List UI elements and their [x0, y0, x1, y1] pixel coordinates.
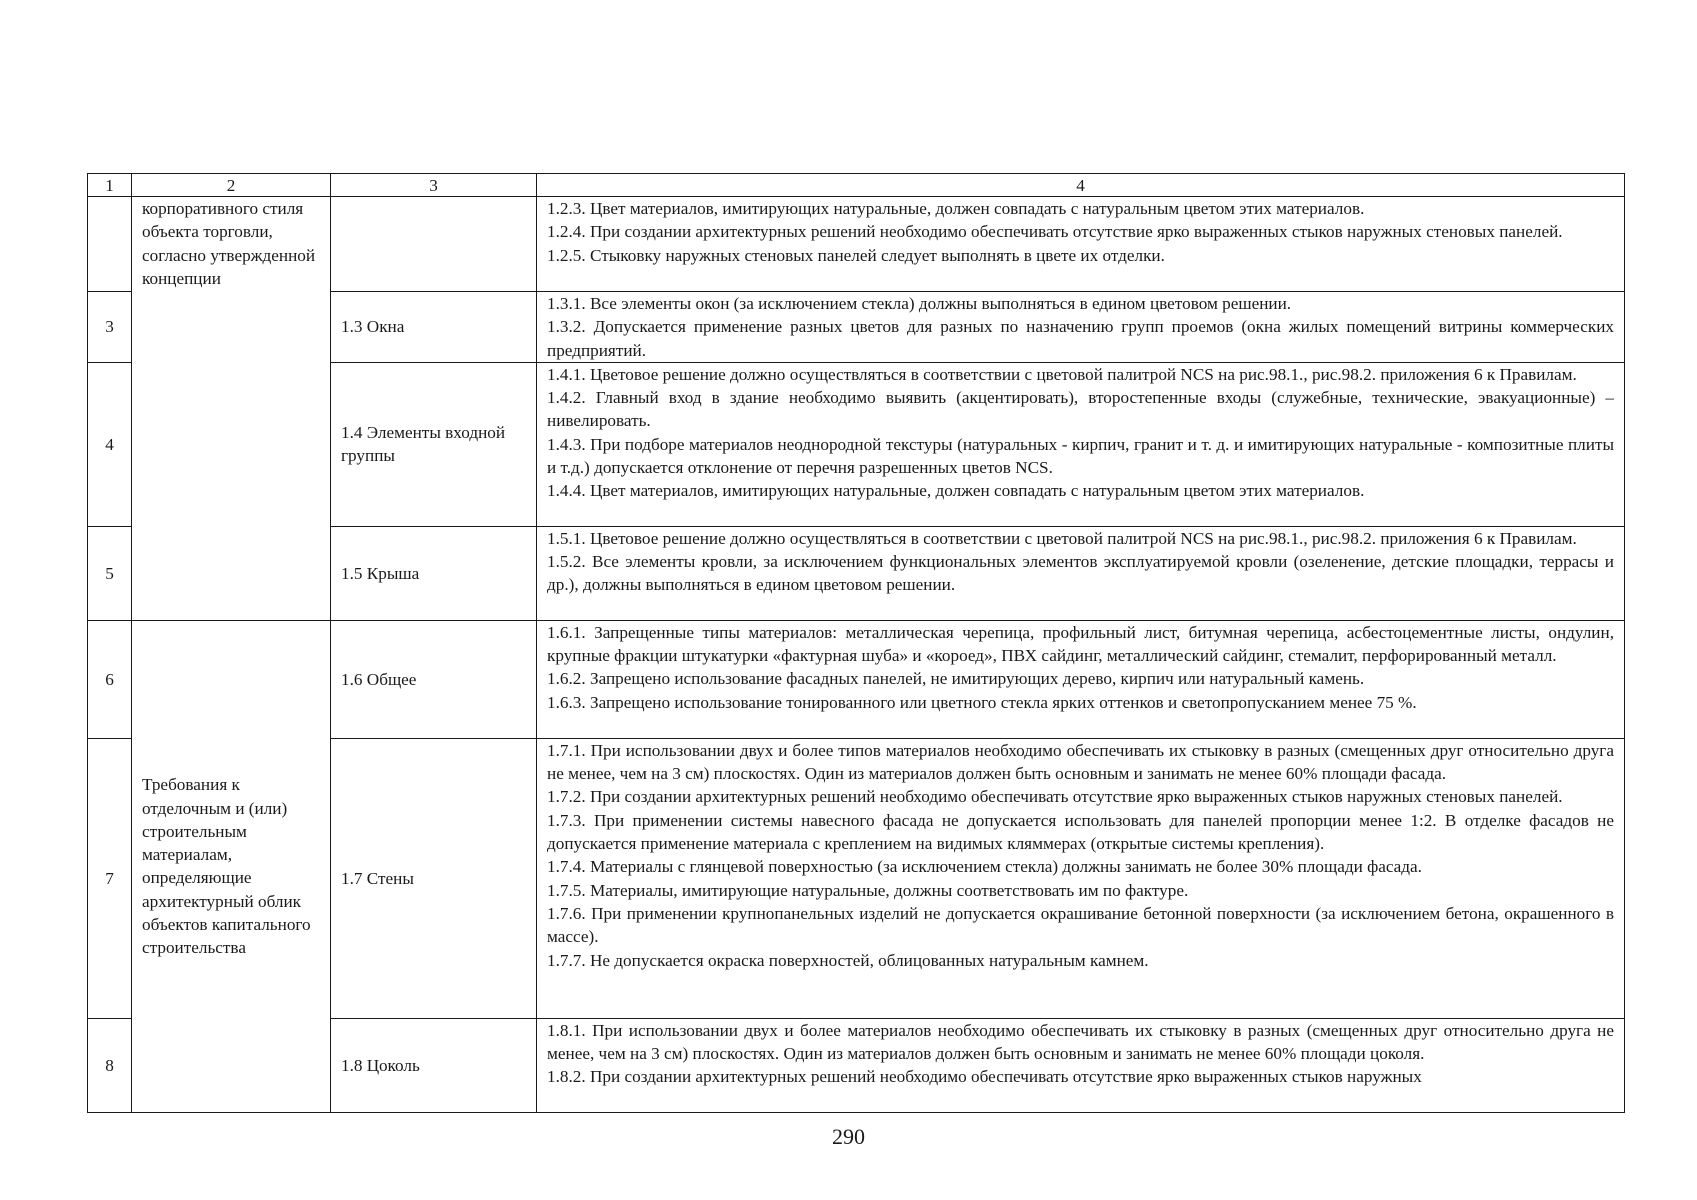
header-cell-4: 4 — [537, 174, 1625, 197]
requirement-item: 1.4.1. Цветовое решение должно осуществляться в соответствии с цветовой палитрой NCS на рис.98.1., рис.98.2. приложения 6 к Правилам. — [547, 364, 1577, 384]
section-cell-corporate-style — [132, 197, 331, 621]
requirement-item: 1.4.4. Цвет материалов, имитирующих натуральные, должен совпадать с натуральным цветом этих материалов. — [547, 481, 1365, 501]
row-number: 3 — [88, 292, 132, 363]
requirement-item: 1.7.5. Материалы, имитирующие натуральные, должны соответствовать им по фактуре. — [547, 880, 1189, 900]
section-cell-materials — [132, 620, 331, 1112]
element-cell: 1.6 Общее — [331, 620, 537, 738]
requirements-cell — [537, 738, 1625, 1018]
requirement-item: 1.7.7. Не допускается окраска поверхностей, облицованных натуральным камнем. — [547, 950, 1149, 970]
requirements-cell — [537, 362, 1625, 526]
row-number: 5 — [88, 526, 132, 620]
requirement-item: 1.3.1. Все элементы окон (за исключением стекла) должны выполняться в едином цветовом решении. — [547, 294, 1292, 313]
requirement-item: 1.7.4. Материалы с глянцевой поверхностью (за исключением стекла) должны занимать не более 30% площади фасада. — [547, 857, 1422, 877]
row-number: 4 — [88, 362, 132, 526]
requirement-item: 1.8.1. При использовании двух и более материалов необходимо обеспечивать их стыковку в разных (смещенных друг относительно друга не менее, чем на 3 см) плоскостях. Один из материалов должен быть основным и занимать не менее 60% площади цоколя. — [547, 1020, 1614, 1064]
requirements-cell — [537, 526, 1625, 620]
requirements-cell — [537, 292, 1625, 363]
row-number — [88, 197, 132, 292]
element-cell — [331, 197, 537, 292]
requirement-item: 1.6.2. Запрещено использование фасадных панелей, не имитирующих дерево, кирпич или натуральный камень. — [547, 669, 1365, 689]
page-number: 290 — [832, 1124, 865, 1149]
requirements-table — [87, 173, 1625, 1113]
requirements-cell — [537, 620, 1625, 738]
table-row — [88, 620, 1625, 738]
section-title: Требования к отделочным и (или) строительным материалам, определяющие архитектурный облик объектов капитального строительства — [142, 775, 311, 958]
requirement-item: 1.5.2. Все элементы кровли, за исключением функциональных элементов эксплуатируемой кровли (озеленение, детские площадки, террасы и др.), должны выполняться в едином цветовом решении. — [547, 552, 1614, 595]
header-cell-2: 2 — [132, 174, 331, 197]
requirement-item: 1.7.2. При создании архитектурных решений необходимо обеспечивать отсутствие ярко выраженных стыков наружных стеновых панелей. — [547, 787, 1563, 807]
requirement-item: 1.6.1. Запрещенные типы материалов: металлическая черепица, профильный лист, битумная черепица, асбестоцементные листы, ондулин, крупные фракции штукатурки «фактурная шуба» и «короед», ПВХ сайдинг, металлический сайдинг, стемалит, перфорированный металл. — [547, 622, 1614, 666]
requirement-item: 1.2.3. Цвет материалов, имитирующих натуральные, должен совпадать с натуральным цветом этих материалов. — [547, 199, 1365, 218]
element-cell: 1.7 Стены — [331, 738, 537, 1018]
requirement-item: 1.3.2. Допускается применение разных цветов для разных по назначению групп проемов (окна жилых помещений витрины коммерческих предприятий. — [547, 317, 1614, 360]
requirement-item: 1.4.3. При подборе материалов неоднородной текстуры (натуральных - кирпич, гранит и т. д. и имитирующих натуральные - композитные плиты и т.д.) допускается отклонение от перечня разрешенных цветов NCS. — [547, 434, 1614, 478]
header-cell-1: 1 — [88, 174, 132, 197]
section-title: корпоративного стиля объекта торговли, согласно утвержденной концепции — [142, 199, 316, 288]
element-cell: 1.5 Крыша — [331, 526, 537, 620]
requirement-item: 1.7.1. При использовании двух и более типов материалов необходимо обеспечивать их стыковку в разных (смещенных друг относительно друга не менее, чем на 3 см) плоскостях. Один из материалов должен быть основным и занимать не менее 60% площади фасада. — [547, 740, 1614, 784]
header-row — [88, 174, 1625, 197]
requirement-item: 1.6.3. Запрещено использование тонированного или цветного стекла ярких оттенков и светопропусканием менее 75 %. — [547, 692, 1417, 712]
row-number: 7 — [88, 738, 132, 1018]
requirements-cell — [537, 197, 1625, 292]
requirement-item: 1.2.4. При создании архитектурных решений необходимо обеспечивать отсутствие ярко выраженных стыков наружных стеновых панелей. — [547, 222, 1563, 242]
requirement-item: 1.2.5. Стыковку наружных стеновых панелей следует выполнять в цвете их отделки. — [547, 245, 1165, 265]
header-cell-3: 3 — [331, 174, 537, 197]
requirements-cell — [537, 1018, 1625, 1112]
requirement-item: 1.7.6. При применении крупнопанельных изделий не допускается окрашивание бетонной поверхности (за исключением бетона, окрашенного в массе). — [547, 903, 1614, 947]
requirement-item: 1.5.1. Цветовое решение должно осуществляться в соответствии с цветовой палитрой NCS на рис.98.1., рис.98.2. приложения 6 к Правилам. — [547, 528, 1577, 548]
row-number: 8 — [88, 1018, 132, 1112]
element-cell: 1.8 Цоколь — [331, 1018, 537, 1112]
table-row — [88, 197, 1625, 292]
row-number: 6 — [88, 620, 132, 738]
requirement-item: 1.4.2. Главный вход в здание необходимо выявить (акцентировать), второстепенные входы (служебные, технические, эвакуационные) – нивелировать. — [547, 388, 1614, 431]
element-cell: 1.3 Окна — [331, 292, 537, 363]
element-cell: 1.4 Элементы входной группы — [331, 362, 537, 526]
requirement-item: 1.7.3. При применении системы навесного фасада не допускается использовать для панелей пропорции менее 1:2. В отделке фасадов не допускается применение материала с креплением на видимых кляммерах (открытые системы крепления). — [547, 810, 1614, 854]
requirement-item: 1.8.2. При создании архитектурных решений необходимо обеспечивать отсутствие ярко выраженных стыков наружных — [547, 1067, 1422, 1087]
